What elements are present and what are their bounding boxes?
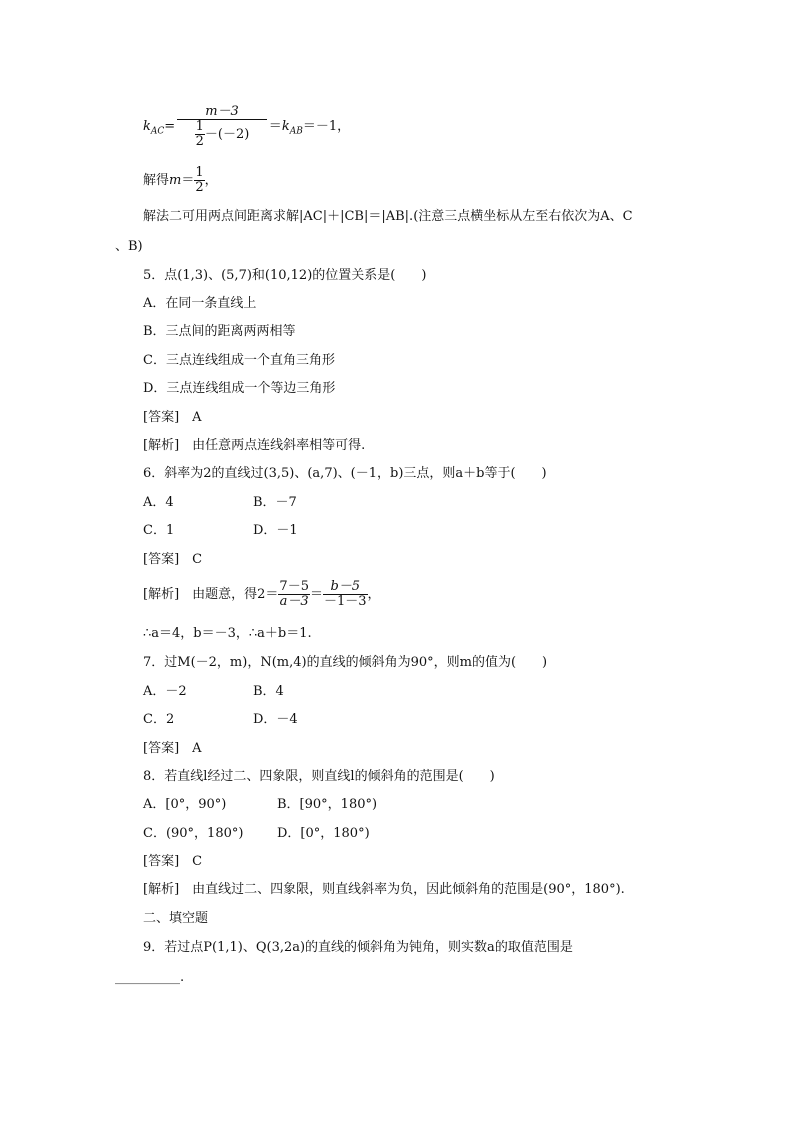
q5-option-c: C．三点连线组成一个直角三角形 [143, 353, 335, 368]
q6-option-a: A．4 [143, 495, 174, 510]
q9-blank: __________. [115, 970, 185, 985]
q5-analysis: [解析] 由任意两点连线斜率相等可得. [143, 438, 366, 453]
fraction-1: $\frac{7-5}{a-3}$ [279, 579, 309, 609]
solve-line: 解得m＝ $\frac{1}{2}$ ， [143, 165, 218, 195]
q7-stem: 7．过M(－2，m)，N(m,4)的直线的倾斜角为90°，则m的值为( ) [143, 655, 548, 670]
q8-stem: 8．若直线l经过二、四象限，则直线l的倾斜角的范围是( ) [143, 769, 495, 784]
q5-option-b: B．三点间的距离两两相等 [143, 324, 296, 339]
q7-option-b: B．4 [253, 684, 284, 699]
q6-analysis: [解析] 由题意，得2＝ $\frac{7-5}{a-3}$ ＝ $\frac{b-5}{-1-3}$ ， [143, 579, 381, 609]
fraction [177, 104, 267, 149]
numerator: m－3 [177, 104, 267, 120]
q8-analysis: [解析] 由直线过二、四象限，则直线斜率为负，因此倾斜角的范围是(90°，180°). [143, 882, 625, 897]
q8-option-c: C．(90°，180°) [143, 826, 244, 841]
method2-line2: 、B) [115, 239, 143, 254]
method2-line1: 解法二可用两点间距离求解|AC|＋|CB|＝|AB|.(注意三点横坐标从左至右依次为A、C [143, 209, 633, 224]
subscript-ab: AB [289, 126, 303, 137]
q8-option-b: B．[90°，180°) [277, 797, 378, 812]
half-fraction: $\frac{1}{2}$ [195, 119, 204, 149]
rhs-tail: ＝－1， [302, 119, 351, 134]
equals: = [164, 119, 176, 134]
q6-option-b: B．－7 [253, 495, 297, 510]
q7-option-c: C．2 [143, 712, 175, 727]
q6-answer: [答案] C [143, 552, 203, 567]
q6-option-d: D．－1 [253, 523, 298, 538]
q5-answer: [答案] A [143, 410, 202, 425]
formula-kac [143, 104, 350, 149]
q6-stem: 6．斜率为2的直线过(3,5)、(a,7)、(－1，b)三点，则a＋b等于( ) [143, 466, 547, 481]
q5-stem: 5．点(1,3)、(5,7)和(10,12)的位置关系是( ) [143, 268, 427, 283]
q9-stem: 9．若过点P(1,1)、Q(3,2a)的直线的倾斜角为钝角，则实数a的取值范围是 [143, 940, 573, 955]
q8-option-a: A．[0°，90°) [143, 797, 227, 812]
q6-option-c: C．1 [143, 523, 175, 538]
q7-answer: [答案] A [143, 741, 202, 756]
fraction-2: $\frac{b-5}{-1-3}$ [323, 579, 367, 609]
half-fraction: $\frac{1}{2}$ [195, 165, 204, 195]
q6-conclusion: ∴a＝4，b＝－3，∴a＋b＝1. [143, 626, 312, 641]
denominator: $\frac{1}{2}$ －(－2) [195, 119, 250, 149]
q7-option-d: D．－4 [253, 712, 298, 727]
section-heading: 二、填空题 [143, 911, 209, 926]
subscript-ac: AC [150, 126, 165, 137]
q8-option-d: D．[0°，180°) [277, 826, 370, 841]
q7-option-a: A．－2 [143, 684, 187, 699]
q5-option-a: A．在同一条直线上 [143, 296, 257, 311]
q5-option-d: D．三点连线组成一个等边三角形 [143, 381, 336, 396]
q8-answer: [答案] C [143, 854, 203, 869]
k-symbol-2: k [281, 119, 290, 134]
k-symbol: k [143, 119, 151, 134]
equals-2: ＝ [268, 119, 282, 134]
